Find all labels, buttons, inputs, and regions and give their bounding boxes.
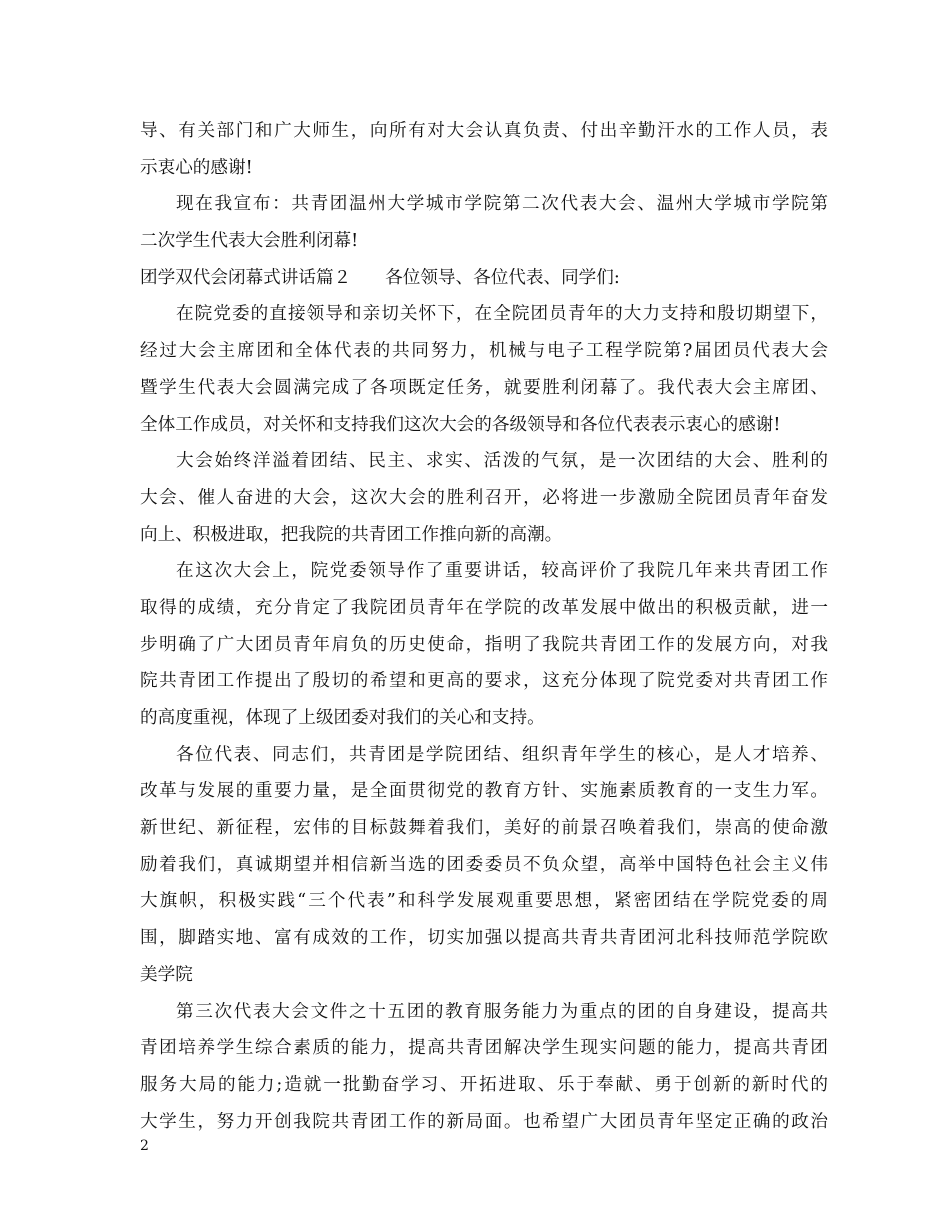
section-heading (140, 260, 828, 297)
text-line: 美学院 (140, 964, 193, 985)
text-line: 改革与发展的重要力量，是全面贯彻党的教育方针、实施素质教育的一支生力军。 (140, 781, 828, 802)
text-line: 励着我们，真诚期望并相信新当选的团委委员不负众望，高举中国特色社会主义伟 (140, 854, 828, 875)
text-line: 院共青团工作提出了殷切的希望和更高的要求，这充分体现了院党委对共青团工作 (140, 671, 828, 692)
text-line: 全体工作成员，对关怀和支持我们这次大会的各级领导和各位代表表示衷心的感谢! (140, 414, 781, 435)
text-line: 导、有关部门和广大师生，向所有对大会认真负责、付出辛勤汗水的工作人员，表 (140, 121, 828, 141)
text-line: 服务大局的能力;造就一批勤奋学习、开拓进取、乐于奉献、勇于创新的新时代的 (140, 1074, 828, 1095)
text-line: 在这次大会上，院党委领导作了重要讲话，较高评价了我院几年来共青团工作 (176, 561, 828, 582)
text-line: 二次学生代表大会胜利闭幕! (140, 231, 359, 252)
text-line: 示衷心的感谢! (140, 157, 253, 178)
section-title: 团学双代会闭幕式讲话篇２ (140, 267, 352, 288)
text-line: 取得的成绩，充分肯定了我院团员青年在学院的改革发展中做出的积极贡献，进一 (140, 597, 828, 618)
section-greeting: 各位领导、各位代表、同学们: (385, 267, 620, 288)
text-line: 各位代表、同志们，共青团是学院团结、组织青年学生的核心，是人才培养、 (176, 744, 828, 765)
text-line: 大旗帜，积极实践“三个代表”和科学发展观重要思想，紧密团结在学院党委的周 (140, 891, 828, 912)
text-line: 在院党委的直接领导和亲切关怀下，在全院团员青年的大力支持和殷切期望下， (176, 304, 828, 325)
text-line: 大学生，努力开创我院共青团工作的新局面。也希望广大团员青年坚定正确的政治 (140, 1111, 828, 1132)
speech-paragraphs (140, 296, 828, 1140)
text-line: 向上、积极进取，把我院的共青团工作推向新的高潮。 (140, 524, 563, 545)
text-line: 大会、催人奋进的大会，这次大会的胜利召开，必将进一步激励全院团员青年奋发 (140, 487, 828, 508)
page-number: 2 (140, 1138, 149, 1154)
text-line: 经过大会主席团和全体代表的共同努力，机械与电子工程学院第?届团员代表大会 (140, 341, 828, 362)
text-line: 现在我宣布：共青团温州大学城市学院第二次代表大会、温州大学城市学院第 (176, 194, 828, 215)
text-line: 新世纪、新征程，宏伟的目标鼓舞着我们，美好的前景召唤着我们，崇高的使命激 (140, 818, 828, 839)
closing-paragraphs (140, 113, 828, 260)
text-line: 步明确了广大团员青年肩负的历史使命，指明了我院共青团工作的发展方向，对我 (140, 634, 828, 655)
text-line: 第三次代表大会文件之十五团的教育服务能力为重点的团的自身建设，提高共 (176, 1001, 828, 1022)
text-line: 大会始终洋溢着团结、民主、求实、活泼的气氛，是一次团结的大会、胜利的 (176, 451, 828, 472)
document-body (140, 113, 828, 1140)
text-line: 围，脚踏实地、富有成效的工作，切实加强以提高共青共青团河北科技师范学院欧 (140, 928, 828, 949)
text-line: 暨学生代表大会圆满完成了各项既定任务，就要胜利闭幕了。我代表大会主席团、 (140, 377, 828, 398)
text-line: 青团培养学生综合素质的能力，提高共青团解决学生现实问题的能力，提高共青团 (140, 1038, 828, 1059)
text-line: 的高度重视，体现了上级团委对我们的关心和支持。 (140, 708, 545, 728)
